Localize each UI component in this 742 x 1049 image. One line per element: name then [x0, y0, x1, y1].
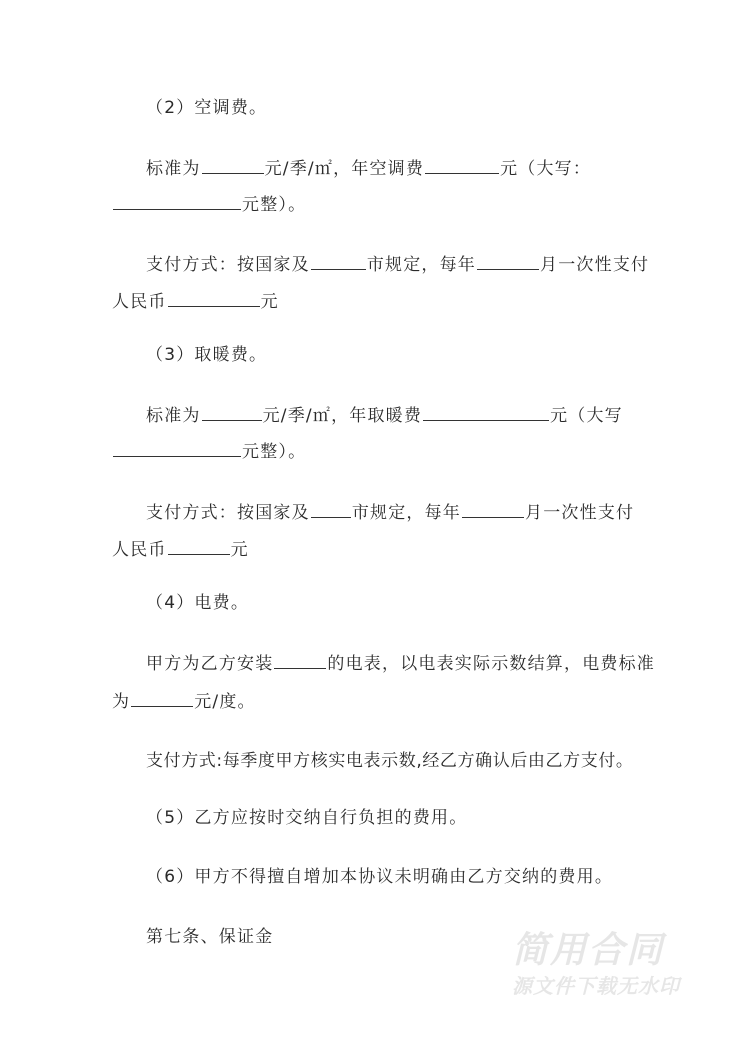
electricity-meter-line2: [112, 690, 256, 713]
fill-blank[interactable]: [113, 193, 241, 210]
text: 人民币: [112, 292, 167, 312]
text: （2）空调费。: [146, 98, 268, 118]
text: 元（大写: [550, 406, 623, 426]
fill-blank[interactable]: [274, 652, 326, 669]
fill-blank[interactable]: [423, 404, 549, 421]
text: 支付方式：按国家及: [146, 255, 310, 275]
text: 甲方为乙方安装: [146, 654, 274, 674]
watermark-title: 简用合同: [512, 930, 665, 971]
text: 市规定，每年: [351, 503, 462, 523]
heating-payment-line1: [146, 501, 634, 524]
text: （6）甲方不得擅自增加本协议未明确由乙方交纳的费用。: [146, 867, 614, 887]
text: 为: [112, 692, 131, 712]
fill-blank[interactable]: [202, 404, 262, 421]
text: 市规定，每年: [366, 255, 477, 275]
fill-blank[interactable]: [168, 538, 230, 555]
item-5: [146, 807, 467, 829]
text: 元整）。: [242, 195, 307, 215]
text: 元/季/㎡，年取暖费: [262, 406, 423, 426]
electricity-payment: [146, 750, 634, 772]
item-6: [146, 866, 613, 888]
text: 第七条、保证金: [146, 927, 274, 947]
article-7-heading: [146, 926, 273, 948]
text: 标准为: [146, 406, 201, 426]
text: 元: [260, 292, 279, 312]
air-conditioning-standard-line2: [112, 193, 306, 216]
text: 元/度。: [194, 692, 256, 712]
fill-blank[interactable]: [311, 253, 366, 270]
text: 标准为: [146, 159, 201, 179]
text: 人民币: [112, 540, 167, 560]
text: （5）乙方应按时交纳自行负担的费用。: [146, 808, 468, 828]
text: 月一次性支付: [525, 503, 635, 523]
text: 元整）。: [242, 442, 307, 462]
fill-blank[interactable]: [462, 501, 524, 518]
text: 元/季/㎡，年空调费: [264, 159, 425, 179]
fill-blank[interactable]: [425, 157, 499, 174]
electricity-meter-line1: [146, 652, 655, 675]
section-heating-title: [146, 344, 267, 366]
fill-blank[interactable]: [113, 440, 241, 457]
heating-standard-line1: [146, 404, 623, 427]
text: （4）电费。: [146, 593, 250, 613]
text: 支付方式：按国家及: [146, 503, 310, 523]
section-air-conditioning-title: [146, 97, 267, 119]
air-conditioning-payment-line2: [112, 290, 279, 313]
text: （3）取暖费。: [146, 345, 268, 365]
fill-blank[interactable]: [311, 501, 351, 518]
section-electricity-title: [146, 592, 249, 614]
air-conditioning-standard-line1: [146, 157, 591, 180]
fill-blank[interactable]: [131, 690, 193, 707]
text: 月一次性支付: [540, 255, 650, 275]
fill-blank[interactable]: [168, 290, 260, 307]
heating-payment-line2: [112, 538, 249, 561]
text: 的电表，以电表实际示数结算，电费标准: [327, 654, 656, 674]
fill-blank[interactable]: [477, 253, 539, 270]
text: 元（大写：: [500, 159, 592, 179]
text: 支付方式:每季度甲方核实电表示数,经乙方确认后由乙方支付。: [146, 751, 634, 771]
heating-standard-line2: [112, 440, 306, 463]
air-conditioning-payment-line1: [146, 253, 649, 276]
fill-blank[interactable]: [202, 157, 264, 174]
watermark-subtitle: 源文件下载无水印: [512, 974, 680, 998]
text: 元: [230, 540, 249, 560]
